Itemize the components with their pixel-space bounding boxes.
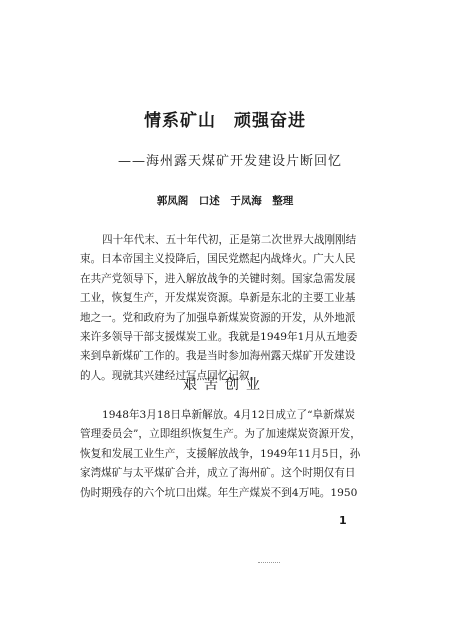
text-line: 家湾煤矿与太平煤矿合并，成立了海州矿。这个时期仅有日 — [80, 467, 356, 480]
page-number: 1 — [339, 514, 347, 527]
text-line: 束。日本帝国主义投降后，国民党燃起内战烽火。广大人民 — [80, 253, 356, 266]
text-line: 地之一。党和政府为了加强阜新煤炭资源的开发，从外地派 — [80, 311, 356, 324]
text-line: 来到阜新煤矿工作的。我是当时参加海州露天煤矿开发建设 — [80, 350, 356, 363]
text-line: 伪时期残存的六个坑口出煤。年生产煤炭不到4万吨。1950 — [80, 486, 358, 499]
page-title: 情系矿山 顽强奋进 — [144, 111, 306, 131]
text-line: 工业，恢复生产，开发煤炭资源。阜新是东北的主要工业基 — [80, 292, 356, 305]
text-line: 来许多领导干部支援煤炭工业。我就是1949年1月从五地委 — [80, 330, 358, 343]
intro-paragraph — [80, 231, 362, 386]
scan-artifact — [258, 562, 280, 564]
text-line: 的人。现就其兴建经过写点回忆记叙。 — [80, 369, 261, 382]
text-line: 四十年代末、五十年代初，正是第二次世界大战刚刚结 — [102, 234, 357, 246]
text-line: 管理委员会”，立即组织恢复生产。为了加速煤炭资源开发， — [80, 428, 361, 441]
page-subtitle: ——海州露天煤矿开发建设片断回忆 — [118, 154, 343, 169]
section-paragraph — [80, 406, 362, 503]
text-line: 恢复和发展工业生产，支援解放战争，1949年11月5日，孙 — [80, 447, 361, 460]
section-heading: 艰苦创业 — [183, 377, 267, 393]
text-line: 在共产党领导下，进入解放战争的关键时刻。国家急需发展 — [80, 272, 356, 285]
text-line: 1948年3月18日阜新解放。4月12日成立了“阜新煤炭 — [102, 409, 355, 421]
author-credit: 郭凤阁 口述 于凤海 整理 — [156, 195, 294, 207]
